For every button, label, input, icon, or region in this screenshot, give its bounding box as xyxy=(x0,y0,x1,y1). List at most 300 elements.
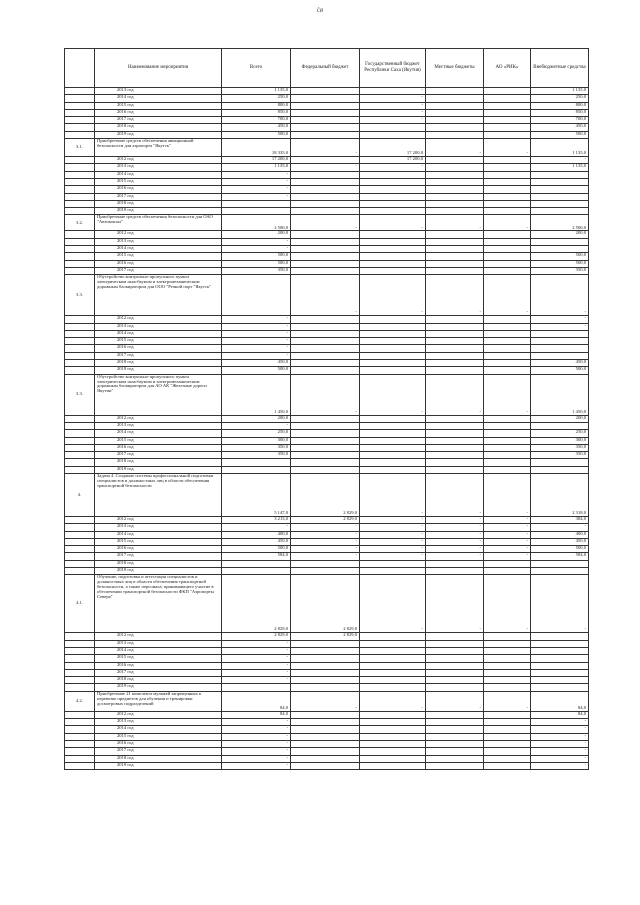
row-label: 2015 год xyxy=(95,178,222,185)
cell-extrabudget xyxy=(531,338,589,345)
cell-extrabudget xyxy=(531,246,589,253)
cell-state xyxy=(360,755,426,762)
cell-extrabudget: 1 135,0 xyxy=(531,139,589,157)
cell-extrabudget: 350,0 xyxy=(531,267,589,274)
cell-local xyxy=(426,157,484,164)
cell-total: 584,0 xyxy=(222,553,291,560)
year-row xyxy=(65,338,589,345)
cell-federal xyxy=(291,330,360,337)
cell-state xyxy=(360,260,426,267)
cell-state xyxy=(360,131,426,138)
row-number xyxy=(65,762,95,769)
row-label: 2014 год xyxy=(95,430,222,437)
cell-federal xyxy=(291,338,360,345)
row-number xyxy=(65,246,95,253)
cell-state xyxy=(360,719,426,726)
cell-state: - xyxy=(360,374,426,415)
year-row xyxy=(65,568,589,575)
cell-total: 500,0 xyxy=(222,260,291,267)
row-number xyxy=(65,444,95,451)
year-row xyxy=(65,524,589,531)
cell-total: - xyxy=(222,316,291,323)
cell-federal xyxy=(291,669,360,676)
row-label: 2016 год xyxy=(95,186,222,193)
year-row xyxy=(65,260,589,267)
cell-rik xyxy=(484,171,531,178)
row-number xyxy=(65,238,95,245)
row-label: Задача 4. Создание системы профессиональной подготовки специалистов и должностных лиц в области обеспечения транспортной безопасности xyxy=(95,473,222,516)
row-number xyxy=(65,415,95,422)
cell-federal xyxy=(291,711,360,718)
cell-extrabudget: - xyxy=(531,575,589,633)
cell-total: 300,0 xyxy=(222,437,291,444)
cell-rik xyxy=(484,109,531,116)
header-state: Государственный бюджет Республики Саха (Якутия) xyxy=(360,49,426,88)
cell-extrabudget xyxy=(531,422,589,429)
cell-rik xyxy=(484,200,531,207)
cell-local xyxy=(426,466,484,473)
cell-extrabudget: 500,0 xyxy=(531,367,589,374)
cell-local: - xyxy=(426,374,484,415)
row-label: 2013 год xyxy=(95,719,222,726)
year-row xyxy=(65,352,589,359)
row-label: 2016 год xyxy=(95,546,222,553)
cell-federal xyxy=(291,719,360,726)
cell-total xyxy=(222,560,291,567)
cell-extrabudget xyxy=(531,238,589,245)
task-row xyxy=(65,139,589,157)
cell-federal xyxy=(291,88,360,95)
row-number xyxy=(65,437,95,444)
task-row xyxy=(65,275,589,316)
cell-total: - xyxy=(222,640,291,647)
cell-total: 450,0 xyxy=(222,360,291,367)
row-label: 2014 год xyxy=(95,726,222,733)
row-number xyxy=(65,422,95,429)
row-label: Приобретение средств обеспечения безопасности для ОАО "Автовокзал" xyxy=(95,215,222,231)
cell-total: 200,0 xyxy=(222,415,291,422)
task-row xyxy=(65,215,589,231)
cell-federal xyxy=(291,267,360,274)
year-row xyxy=(65,131,589,138)
row-number: 4.1. xyxy=(65,575,95,633)
row-number xyxy=(65,330,95,337)
year-row xyxy=(65,538,589,545)
cell-rik: - xyxy=(484,524,531,531)
cell-federal xyxy=(291,253,360,260)
row-number xyxy=(65,208,95,215)
cell-extrabudget: 500,0 xyxy=(531,546,589,553)
row-label: Приобретение 21 комплекта муляжей запрещенных к перевозке предметов для обучения и тренировки досмотровых подразделений xyxy=(95,691,222,711)
cell-rik xyxy=(484,662,531,669)
row-number xyxy=(65,95,95,102)
cell-extrabudget xyxy=(531,459,589,466)
row-label: 2014 год xyxy=(95,531,222,538)
cell-extrabudget xyxy=(531,647,589,654)
cell-local xyxy=(426,193,484,200)
year-row xyxy=(65,124,589,131)
row-number xyxy=(65,360,95,367)
cell-federal xyxy=(291,102,360,109)
row-label: 2013 год xyxy=(95,640,222,647)
header-total: Всего xyxy=(222,49,291,88)
cell-total: - xyxy=(222,338,291,345)
cell-federal xyxy=(291,157,360,164)
row-number xyxy=(65,430,95,437)
row-number xyxy=(65,640,95,647)
row-number xyxy=(65,755,95,762)
cell-local xyxy=(426,171,484,178)
row-number xyxy=(65,452,95,459)
cell-federal xyxy=(291,568,360,575)
cell-local: - xyxy=(426,553,484,560)
cell-extrabudget xyxy=(531,200,589,207)
cell-rik xyxy=(484,437,531,444)
cell-federal xyxy=(291,647,360,654)
cell-extrabudget: - xyxy=(531,755,589,762)
cell-local: - xyxy=(426,531,484,538)
row-label: 2012 год xyxy=(95,316,222,323)
cell-total: - xyxy=(222,193,291,200)
cell-local xyxy=(426,352,484,359)
row-label: 2019 год xyxy=(95,466,222,473)
cell-extrabudget: 2 318,0 xyxy=(531,473,589,516)
year-row xyxy=(65,647,589,654)
header-federal: Федеральный бюджет xyxy=(291,49,360,88)
cell-federal: - xyxy=(291,538,360,545)
cell-state: - xyxy=(360,95,426,102)
cell-extrabudget xyxy=(531,640,589,647)
cell-state xyxy=(360,231,426,238)
cell-rik xyxy=(484,208,531,215)
row-label: 2015 год xyxy=(95,538,222,545)
cell-total: - xyxy=(222,755,291,762)
cell-total: 700,0 xyxy=(222,117,291,124)
cell-rik xyxy=(484,231,531,238)
year-row xyxy=(65,719,589,726)
year-row xyxy=(65,531,589,538)
row-label: 2018 год xyxy=(95,459,222,466)
cell-local xyxy=(426,422,484,429)
cell-local: - xyxy=(426,275,484,316)
year-row xyxy=(65,415,589,422)
year-row xyxy=(65,208,589,215)
cell-extrabudget: 350,0 xyxy=(531,452,589,459)
row-number: 3.3. xyxy=(65,275,95,316)
cell-local xyxy=(426,726,484,733)
cell-total: 84,0 xyxy=(222,711,291,718)
cell-state xyxy=(360,662,426,669)
cell-rik xyxy=(484,415,531,422)
cell-local xyxy=(426,560,484,567)
cell-rik: - xyxy=(484,139,531,157)
row-label: 2017 год xyxy=(95,748,222,755)
cell-total: 18 335,0 xyxy=(222,139,291,157)
header-extrabudget: Внебюджетные средства xyxy=(531,49,589,88)
cell-state xyxy=(360,360,426,367)
cell-state xyxy=(360,367,426,374)
year-row xyxy=(65,726,589,733)
row-label: 2018 год xyxy=(95,755,222,762)
row-number xyxy=(65,516,95,523)
cell-state: - xyxy=(360,691,426,711)
cell-federal: - xyxy=(291,691,360,711)
row-label: 2015 год xyxy=(95,253,222,260)
cell-total: - xyxy=(222,762,291,769)
cell-local xyxy=(426,124,484,131)
cell-local xyxy=(426,238,484,245)
cell-extrabudget xyxy=(531,186,589,193)
row-number xyxy=(65,524,95,531)
row-number xyxy=(65,253,95,260)
cell-federal: 2 829,0 xyxy=(291,473,360,516)
cell-federal xyxy=(291,117,360,124)
cell-local xyxy=(426,208,484,215)
cell-total: - xyxy=(222,647,291,654)
row-number xyxy=(65,553,95,560)
cell-extrabudget: - xyxy=(531,740,589,747)
cell-rik xyxy=(484,459,531,466)
cell-rik xyxy=(484,88,531,95)
cell-extrabudget xyxy=(531,171,589,178)
cell-state xyxy=(360,208,426,215)
year-row xyxy=(65,516,589,523)
cell-local xyxy=(426,640,484,647)
cell-rik: - xyxy=(484,691,531,711)
cell-extrabudget: 200,0 xyxy=(531,415,589,422)
row-number xyxy=(65,267,95,274)
row-label: 2017 год xyxy=(95,267,222,274)
cell-total: - xyxy=(222,178,291,185)
cell-federal xyxy=(291,360,360,367)
row-number xyxy=(65,323,95,330)
cell-total: 2 829,0 xyxy=(222,575,291,633)
cell-federal: - xyxy=(291,531,360,538)
task-row xyxy=(65,575,589,633)
cell-state xyxy=(360,684,426,691)
cell-rik xyxy=(484,430,531,437)
cell-total: - xyxy=(222,719,291,726)
cell-extrabudget: 350,0 xyxy=(531,444,589,451)
cell-local xyxy=(426,117,484,124)
cell-federal xyxy=(291,260,360,267)
cell-state: 17 200,0 xyxy=(360,157,426,164)
cell-local xyxy=(426,178,484,185)
cell-total: - xyxy=(222,330,291,337)
cell-local xyxy=(426,684,484,691)
cell-total: - xyxy=(222,323,291,330)
cell-federal xyxy=(291,726,360,733)
cell-rik xyxy=(484,323,531,330)
cell-extrabudget: 2 500,0 xyxy=(531,215,589,231)
cell-extrabudget: 450,0 xyxy=(531,124,589,131)
cell-local xyxy=(426,260,484,267)
cell-local xyxy=(426,164,484,171)
cell-state xyxy=(360,726,426,733)
cell-state: - xyxy=(360,164,426,171)
cell-extrabudget: 500,0 xyxy=(531,253,589,260)
row-label: 2019 год xyxy=(95,684,222,691)
cell-state xyxy=(360,316,426,323)
cell-local xyxy=(426,655,484,662)
row-label: 2016 год xyxy=(95,444,222,451)
cell-federal: - xyxy=(291,164,360,171)
row-label: 2018 год xyxy=(95,124,222,131)
cell-extrabudget: 250,0 xyxy=(531,430,589,437)
row-label: 2016 год xyxy=(95,740,222,747)
cell-state xyxy=(360,246,426,253)
cell-state: - xyxy=(360,531,426,538)
cell-rik: - xyxy=(484,275,531,316)
cell-local xyxy=(426,733,484,740)
cell-local xyxy=(426,323,484,330)
cell-state xyxy=(360,466,426,473)
cell-federal: 2 829,0 xyxy=(291,575,360,633)
cell-state xyxy=(360,633,426,640)
row-label: 2012 год xyxy=(95,415,222,422)
cell-federal xyxy=(291,200,360,207)
row-number xyxy=(65,117,95,124)
row-number xyxy=(65,684,95,691)
row-number xyxy=(65,740,95,747)
year-row xyxy=(65,88,589,95)
year-row xyxy=(65,553,589,560)
row-label: 2014 год xyxy=(95,330,222,337)
cell-local xyxy=(426,267,484,274)
year-row xyxy=(65,178,589,185)
cell-extrabudget: - xyxy=(531,719,589,726)
cell-total xyxy=(222,684,291,691)
cell-total: 500,0 xyxy=(222,367,291,374)
cell-federal xyxy=(291,131,360,138)
row-label: 2012 год xyxy=(95,633,222,640)
row-label: 2012 год xyxy=(95,711,222,718)
cell-state xyxy=(360,352,426,359)
cell-local xyxy=(426,762,484,769)
cell-federal: 2 829,0 xyxy=(291,516,360,523)
cell-extrabudget: - xyxy=(531,524,589,531)
cell-total xyxy=(222,275,291,316)
year-row xyxy=(65,171,589,178)
cell-federal xyxy=(291,748,360,755)
cell-rik: - xyxy=(484,215,531,231)
row-label: 2019 год xyxy=(95,762,222,769)
row-label: Обучение, подготовка и аттестация специалистов и должностных лиц в области обеспечения транспортной безопасности, а также персонала, принимающего участие в обеспечении транспортной безопасности ФКП "Аэропорты Севера" xyxy=(95,575,222,633)
cell-state xyxy=(360,267,426,274)
row-label: 2013 год xyxy=(95,422,222,429)
cell-local xyxy=(426,316,484,323)
cell-federal xyxy=(291,459,360,466)
year-row xyxy=(65,253,589,260)
row-number xyxy=(65,193,95,200)
cell-local xyxy=(426,669,484,676)
cell-rik xyxy=(484,669,531,676)
cell-extrabudget: 400,0 xyxy=(531,531,589,538)
cell-total: 250,0 xyxy=(222,95,291,102)
cell-rik xyxy=(484,131,531,138)
cell-total: - xyxy=(222,246,291,253)
cell-federal: - xyxy=(291,524,360,531)
cell-total: 1 450,0 xyxy=(222,374,291,415)
cell-local: - xyxy=(426,524,484,531)
cell-state xyxy=(360,338,426,345)
year-row xyxy=(65,740,589,747)
year-row xyxy=(65,95,589,102)
cell-total xyxy=(222,200,291,207)
cell-rik xyxy=(484,568,531,575)
year-row xyxy=(65,186,589,193)
year-row xyxy=(65,231,589,238)
cell-federal xyxy=(291,677,360,684)
cell-local xyxy=(426,253,484,260)
cell-rik xyxy=(484,422,531,429)
cell-state xyxy=(360,669,426,676)
cell-local xyxy=(426,633,484,640)
cell-local xyxy=(426,367,484,374)
row-number xyxy=(65,466,95,473)
cell-rik xyxy=(484,452,531,459)
cell-local xyxy=(426,437,484,444)
row-number: 3.2. xyxy=(65,215,95,231)
cell-local: - xyxy=(426,473,484,516)
cell-rik: - xyxy=(484,538,531,545)
cell-extrabudget: - xyxy=(531,733,589,740)
year-row xyxy=(65,755,589,762)
cell-federal xyxy=(291,560,360,567)
cell-rik xyxy=(484,748,531,755)
cell-rik xyxy=(484,733,531,740)
row-number xyxy=(65,677,95,684)
cell-total: 450,0 xyxy=(222,538,291,545)
row-label: 2018 год xyxy=(95,677,222,684)
cell-federal xyxy=(291,316,360,323)
cell-rik xyxy=(484,352,531,359)
row-label: 2015 год xyxy=(95,338,222,345)
row-number xyxy=(65,662,95,669)
cell-extrabudget xyxy=(531,178,589,185)
cell-total: 450,0 xyxy=(222,124,291,131)
cell-local xyxy=(426,200,484,207)
cell-rik xyxy=(484,755,531,762)
cell-total: 800,0 xyxy=(222,102,291,109)
cell-rik xyxy=(484,157,531,164)
cell-total: 400,0 xyxy=(222,531,291,538)
cell-state xyxy=(360,459,426,466)
row-number xyxy=(65,531,95,538)
year-row xyxy=(65,452,589,459)
cell-extrabudget: 250,0 xyxy=(531,95,589,102)
cell-rik xyxy=(484,466,531,473)
cell-state xyxy=(360,560,426,567)
cell-extrabudget: - xyxy=(531,275,589,316)
row-number xyxy=(65,157,95,164)
row-label: 2014 год xyxy=(95,246,222,253)
cell-local xyxy=(426,246,484,253)
cell-local: - xyxy=(426,538,484,545)
cell-state xyxy=(360,444,426,451)
cell-total: - xyxy=(222,748,291,755)
row-number xyxy=(65,260,95,267)
page-number: ćø xyxy=(316,6,324,14)
cell-local xyxy=(426,740,484,747)
cell-federal xyxy=(291,415,360,422)
year-row xyxy=(65,669,589,676)
cell-total: 350,0 xyxy=(222,267,291,274)
row-label: 2019 год xyxy=(95,131,222,138)
cell-local: - xyxy=(426,691,484,711)
cell-state: - xyxy=(360,109,426,116)
cell-state: - xyxy=(360,88,426,95)
